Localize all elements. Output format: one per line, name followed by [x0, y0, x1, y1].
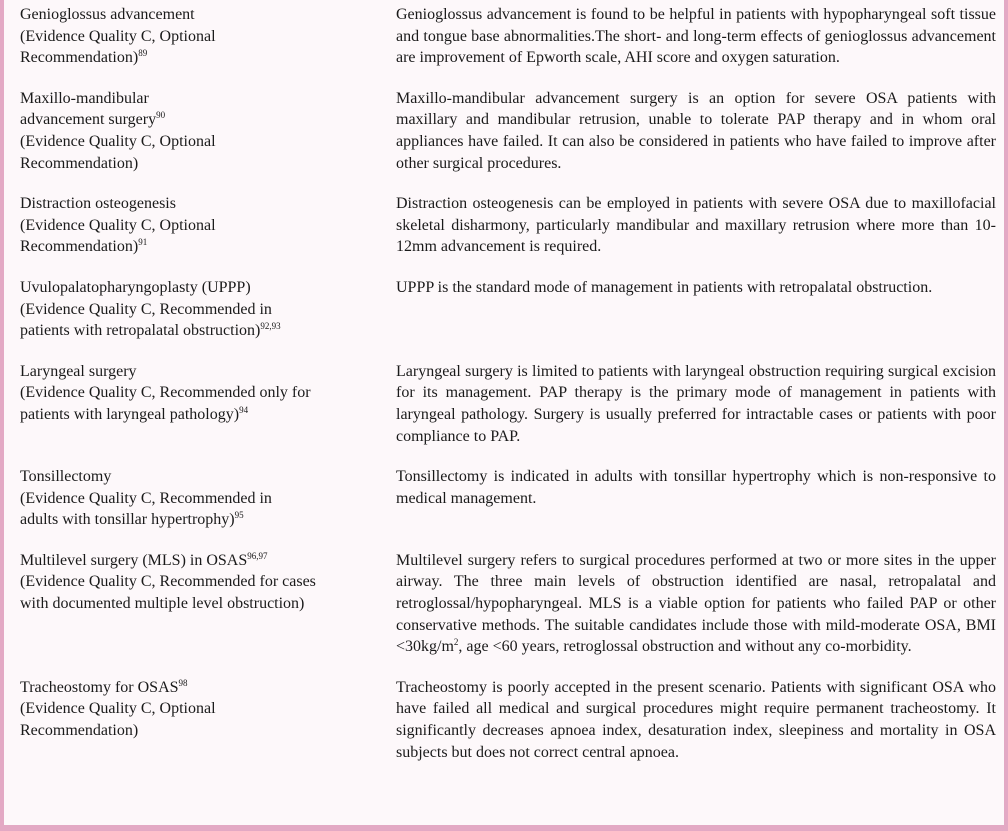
treatment-name-cont: advancement surgery$^{90}$ [20, 110, 166, 129]
reference-number: 91 [138, 237, 148, 248]
description-cell: Tonsillectomy is indicated in adults with tonsillar hypertrophy which is non-responsive to medical management. [396, 468, 996, 507]
description-cell: Multilevel surgery refers to surgical procedures performed at two or more sites in the upper airway. The three main levels of obstruction identified are nasal, retropalatal and retroglossal/hypopharyngeal. MLS is a viable option for patients who failed PAP or other conservative methods. The suitable candidates include those with mild-moderate OSA, BMI $<30kg/m^2$, age <60 years, retroglossal obstruction and without any co-morbidity. [396, 551, 996, 656]
recommendation-line: Recommendation) [20, 722, 139, 740]
recommendation-line: with documented multiple level obstruction) [20, 595, 305, 613]
table-row [20, 466, 996, 550]
table-row [20, 277, 996, 361]
treatment-name: Maxillo-mandibular [20, 89, 149, 107]
description-cell: UPPP is the standard mode of management in patients with retropalatal obstruction. [396, 278, 933, 296]
table-row [20, 88, 996, 193]
description-cell: Genioglossus advancement is found to be helpful in patients with hypopharyngeal soft tissue and tongue base abnormalities.The short- and long-term effects of genioglossus advancement are improvement of Epworth scale, AHI score and oxygen saturation. [396, 6, 996, 67]
description-cell: Maxillo-mandibular advancement surgery is an option for severe OSA patients with maxillary and mandibular retrusion, unable to tolerate PAP therapy and in whom oral appliances have failed. It can also be considered in patients who have failed to improve after other surgical procedures. [396, 89, 996, 172]
evidence-quality: (Evidence Quality C, Recommended only for [20, 384, 311, 402]
recommendation-line: adults with tonsillar hypertrophy)$^{95}$ [20, 510, 244, 529]
table-row [20, 193, 996, 277]
description-cell: Distraction osteogenesis can be employed in patients with severe OSA due to maxillofacial skeletal disharmony, particularly mandibular and maxillary retrusion where more than 10-12mm advancement is required. [396, 195, 996, 256]
reference-number: 90 [156, 110, 166, 121]
table-row [20, 361, 996, 466]
treatment-cell [20, 88, 396, 193]
table-row [20, 677, 996, 763]
treatment-cell [20, 466, 396, 550]
treatment-name: Tracheostomy for OSAS$^{98}$ [20, 677, 188, 696]
treatment-cell [20, 361, 396, 466]
table-row [20, 550, 996, 677]
treatment-cell [20, 550, 396, 677]
reference-number: 95 [234, 510, 244, 521]
treatment-name: Tonsillectomy [20, 468, 112, 486]
reference-number: 89 [138, 48, 148, 59]
recommendation-line: Recommendation)$^{89}$ [20, 48, 148, 67]
recommendation-line: patients with retropalatal obstruction)$^{92,93}$ [20, 321, 281, 340]
evidence-quality: (Evidence Quality C, Recommended in [20, 300, 272, 318]
treatment-name: Uvulopalatopharyngoplasty (UPPP) [20, 278, 251, 296]
description-cell: Laryngeal surgery is limited to patients with laryngeal obstruction requiring surgical excision for its management. PAP therapy is the primary mode of management in patients with laryngeal pathology. Surgery is usually preferred for intractable cases or patients with poor compliance to PAP. [396, 362, 996, 445]
superscript: 2 [453, 637, 459, 648]
treatment-name: Genioglossus advancement [20, 6, 195, 23]
reference-number: 94 [239, 404, 249, 415]
evidence-quality: (Evidence Quality C, Optional [20, 216, 216, 234]
treatment-name: Distraction osteogenesis [20, 195, 176, 213]
recommendation-line: Recommendation)$^{91}$ [20, 237, 148, 256]
treatment-cell [20, 677, 396, 763]
table-row [20, 4, 996, 88]
reference-number: 92,93 [260, 321, 281, 332]
evidence-quality: (Evidence Quality C, Optional [20, 27, 216, 45]
description-cell: Tracheostomy is poorly accepted in the present scenario. Patients with significant OSA who have failed all medical and surgical procedures might require permanent tracheostomy. It significantly decreases apnoea index, desaturation index, sleepiness and mortality in OSA subjects but does not correct central apnoea. [396, 678, 996, 761]
evidence-quality: (Evidence Quality C, Optional [20, 700, 216, 718]
evidence-quality: (Evidence Quality C, Recommended in [20, 489, 272, 507]
treatment-cell [20, 4, 396, 88]
reference-number: 98 [178, 677, 188, 688]
evidence-quality: (Evidence Quality C, Recommended for cases [20, 573, 316, 591]
treatment-cell [20, 277, 396, 361]
treatment-name: Multilevel surgery (MLS) in OSAS$^{96,97}$ [20, 550, 268, 569]
evidence-quality: (Evidence Quality C, Optional [20, 132, 216, 150]
surgical-treatment-table [20, 4, 996, 763]
recommendation-line: patients with laryngeal pathology)$^{94}$ [20, 404, 249, 423]
treatment-cell [20, 193, 396, 277]
reference-number: 96,97 [247, 550, 268, 561]
recommendation-line: Recommendation) [20, 154, 139, 172]
treatment-name: Laryngeal surgery [20, 362, 137, 380]
